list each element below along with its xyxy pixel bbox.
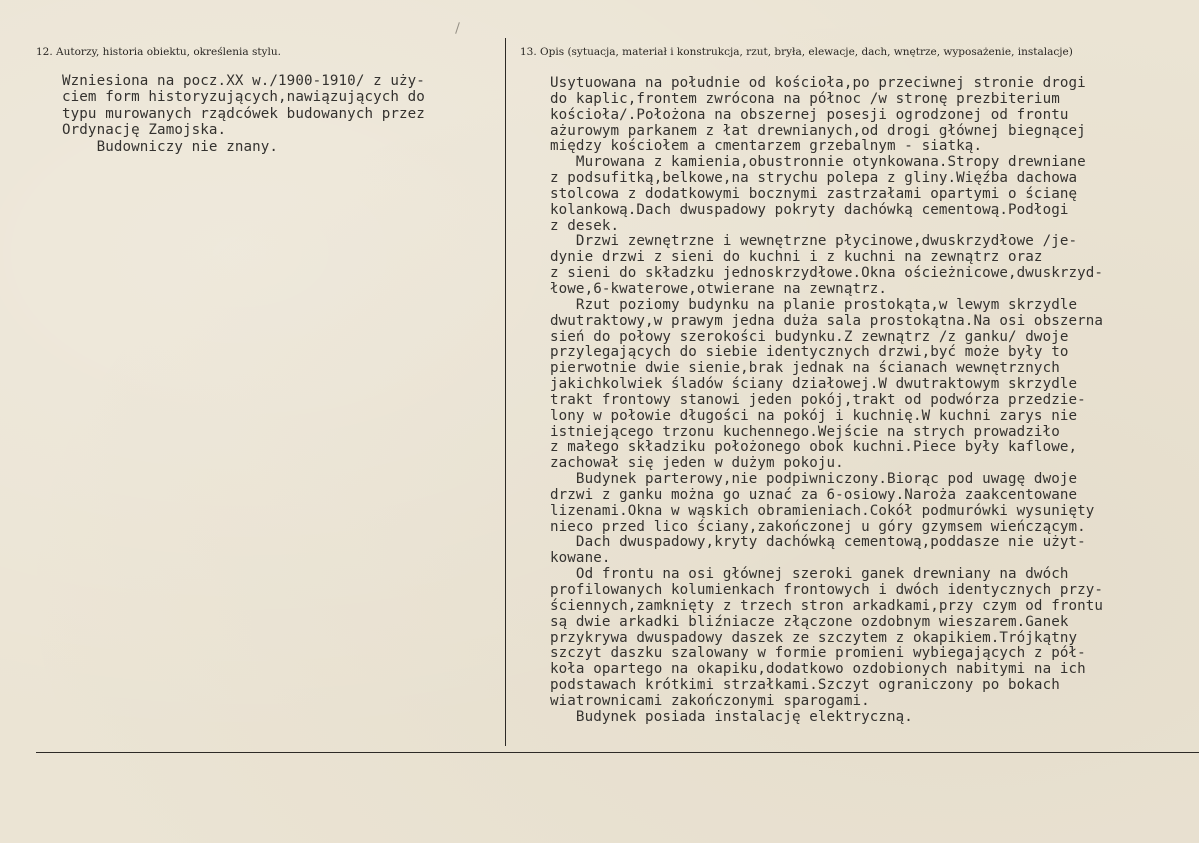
text-line: Drzwi zewnętrzne i wewnętrzne płycinowe,dwuskrzydłowe /je-: [550, 233, 1078, 250]
text-line: przylegających do siebie identycznych drzwi,być może były to: [550, 344, 1069, 361]
text-line: Budowniczy nie znany.: [62, 138, 279, 155]
text-line: dwutraktowy,w prawym jedna duża sala prostokątna.Na osi obszerna: [550, 312, 1104, 329]
text-line: Usytuowana na południe od kościoła,po przeciwnej stronie drogi: [550, 75, 1086, 91]
text-line: stolcowa z dodatkowymi bocznymi zastrzałami opartymi o ścianę: [550, 185, 1078, 202]
text-line: Dach dwuspadowy,kryty dachówką cementową,poddasze nie użyt-: [550, 534, 1086, 551]
text-line: lizenami.Okna w wąskich obramieniach.Cokół podmurówki wysunięty: [550, 502, 1095, 519]
text-line: Od frontu na osi głównej szeroki ganek drewniany na dwóch: [550, 566, 1069, 583]
section-12-text: [62, 73, 425, 155]
text-line: kolankową.Dach dwuspadowy pokryty dachówką cementową.Podłogi: [550, 201, 1069, 218]
text-line: nieco przed lico ściany,zakończonej u góry gzymsem wieńczącym.: [550, 518, 1086, 535]
text-line: typu murowanych rządcówek budowanych przez: [62, 105, 425, 122]
text-line: Budynek posiada instalację elektryczną.: [550, 708, 913, 725]
text-line: szczyt daszku szalowany w formie promieni wybiegających z pół-: [550, 645, 1086, 662]
text-line: z podsufitką,belkowe,na strychu polepa z gliny.Więźba dachowa: [550, 170, 1078, 187]
text-line: przykrywa dwuspadowy daszek ze szczytem z okapikiem.Trójkątny: [550, 629, 1078, 646]
text-line: z sieni do składzku jednoskrzydłowe.Okna ościeżnicowe,dwuskrzyd-: [550, 265, 1104, 282]
text-line: sień do połowy szerokości budynku.Z zewnątrz /z ganku/ dwoje: [550, 328, 1069, 345]
section-12-header: 12. Autorzy, historia obiektu, określenia stylu.: [36, 46, 281, 58]
text-line: są dwie arkadki bliźniacze złączone ozdobnym wieszarem.Ganek: [550, 613, 1069, 630]
text-line: jakichkolwiek śladów ściany działowej.W dwutraktowym skrzydle: [550, 376, 1078, 393]
text-line: drzwi z ganku można go uznać za 6-osiowy.Naroża zaakcentowane: [550, 486, 1078, 503]
text-line: kościoła/.Położona na obszernej posesji ogrodzonej od frontu: [550, 106, 1069, 123]
text-line: z małego składziku położonego obok kuchni.Piece były kaflowe,: [550, 439, 1078, 456]
section-13-text: [550, 76, 1103, 726]
text-line: do kaplic,frontem zwrócona na północ /w stronę prezbiterium: [550, 90, 1060, 107]
text-line: wiatrownicami zakończonymi sparogami.: [550, 692, 870, 709]
text-line: ciem form historyzujących,nawiązujących do: [62, 89, 425, 106]
text-line: zachował się jeden w dużym pokoju.: [550, 455, 844, 472]
text-line: lony w połowie długości na pokój i kuchnię.W kuchni zarys nie: [550, 407, 1078, 424]
text-line: kowane.: [550, 550, 611, 567]
bottom-rule: [36, 752, 1199, 753]
text-line: ściennych,zamknięty z trzech stron arkadkami,przy czym od frontu: [550, 597, 1104, 614]
text-line: między kościołem a cmentarzem grzebalnym - siatką.: [550, 138, 983, 155]
text-line: dynie drzwi z sieni do kuchni i z kuchni na zewnątrz oraz: [550, 249, 1043, 266]
text-line: istniejącego trzonu kuchennego.Wejście na strych prowadziło: [550, 423, 1060, 440]
text-line: łowe,6-kwaterowe,otwierane na zewnątrz.: [550, 280, 888, 297]
section-13-header: 13. Opis (sytuacja, materiał i konstrukcja, rzut, bryła, elewacje, dach, wnętrze, wyposażenie, instalacje): [520, 46, 1073, 58]
text-line: pierwotnie dwie sienie,brak jednak na ścianach wewnętrznych: [550, 360, 1060, 377]
column-divider: [505, 38, 506, 746]
text-line: koła opartego na okapiku,dodatkowo ozdobionych nabitymi na ich: [550, 661, 1086, 678]
text-line: z desek.: [550, 217, 620, 234]
text-line: profilowanych kolumienkach frontowych i dwóch identycznych przy-: [550, 582, 1104, 598]
text-line: ażurowym parkanem z łat drewnianych,od drogi głównej biegnącej: [550, 122, 1086, 139]
text-line: Budynek parterowy,nie podpiwniczony.Biorąc pod uwagę dwoje: [550, 471, 1078, 488]
text-line: podstawach krótkimi strzałkami.Szczyt ograniczony po bokach: [550, 677, 1060, 694]
text-line: trakt frontowy stanowi jeden pokój,trakt od podwórza przedzie-: [550, 391, 1086, 408]
text-line: Ordynację Zamojska.: [62, 122, 227, 139]
text-line: Murowana z kamienia,obustronnie otynkowana.Stropy drewniane: [550, 154, 1086, 171]
text-line: Rzut poziomy budynku na planie prostokąta,w lewym skrzydle: [550, 296, 1078, 313]
text-line: Wzniesiona na pocz.XX w./1900-1910/ z uży-: [62, 73, 425, 89]
